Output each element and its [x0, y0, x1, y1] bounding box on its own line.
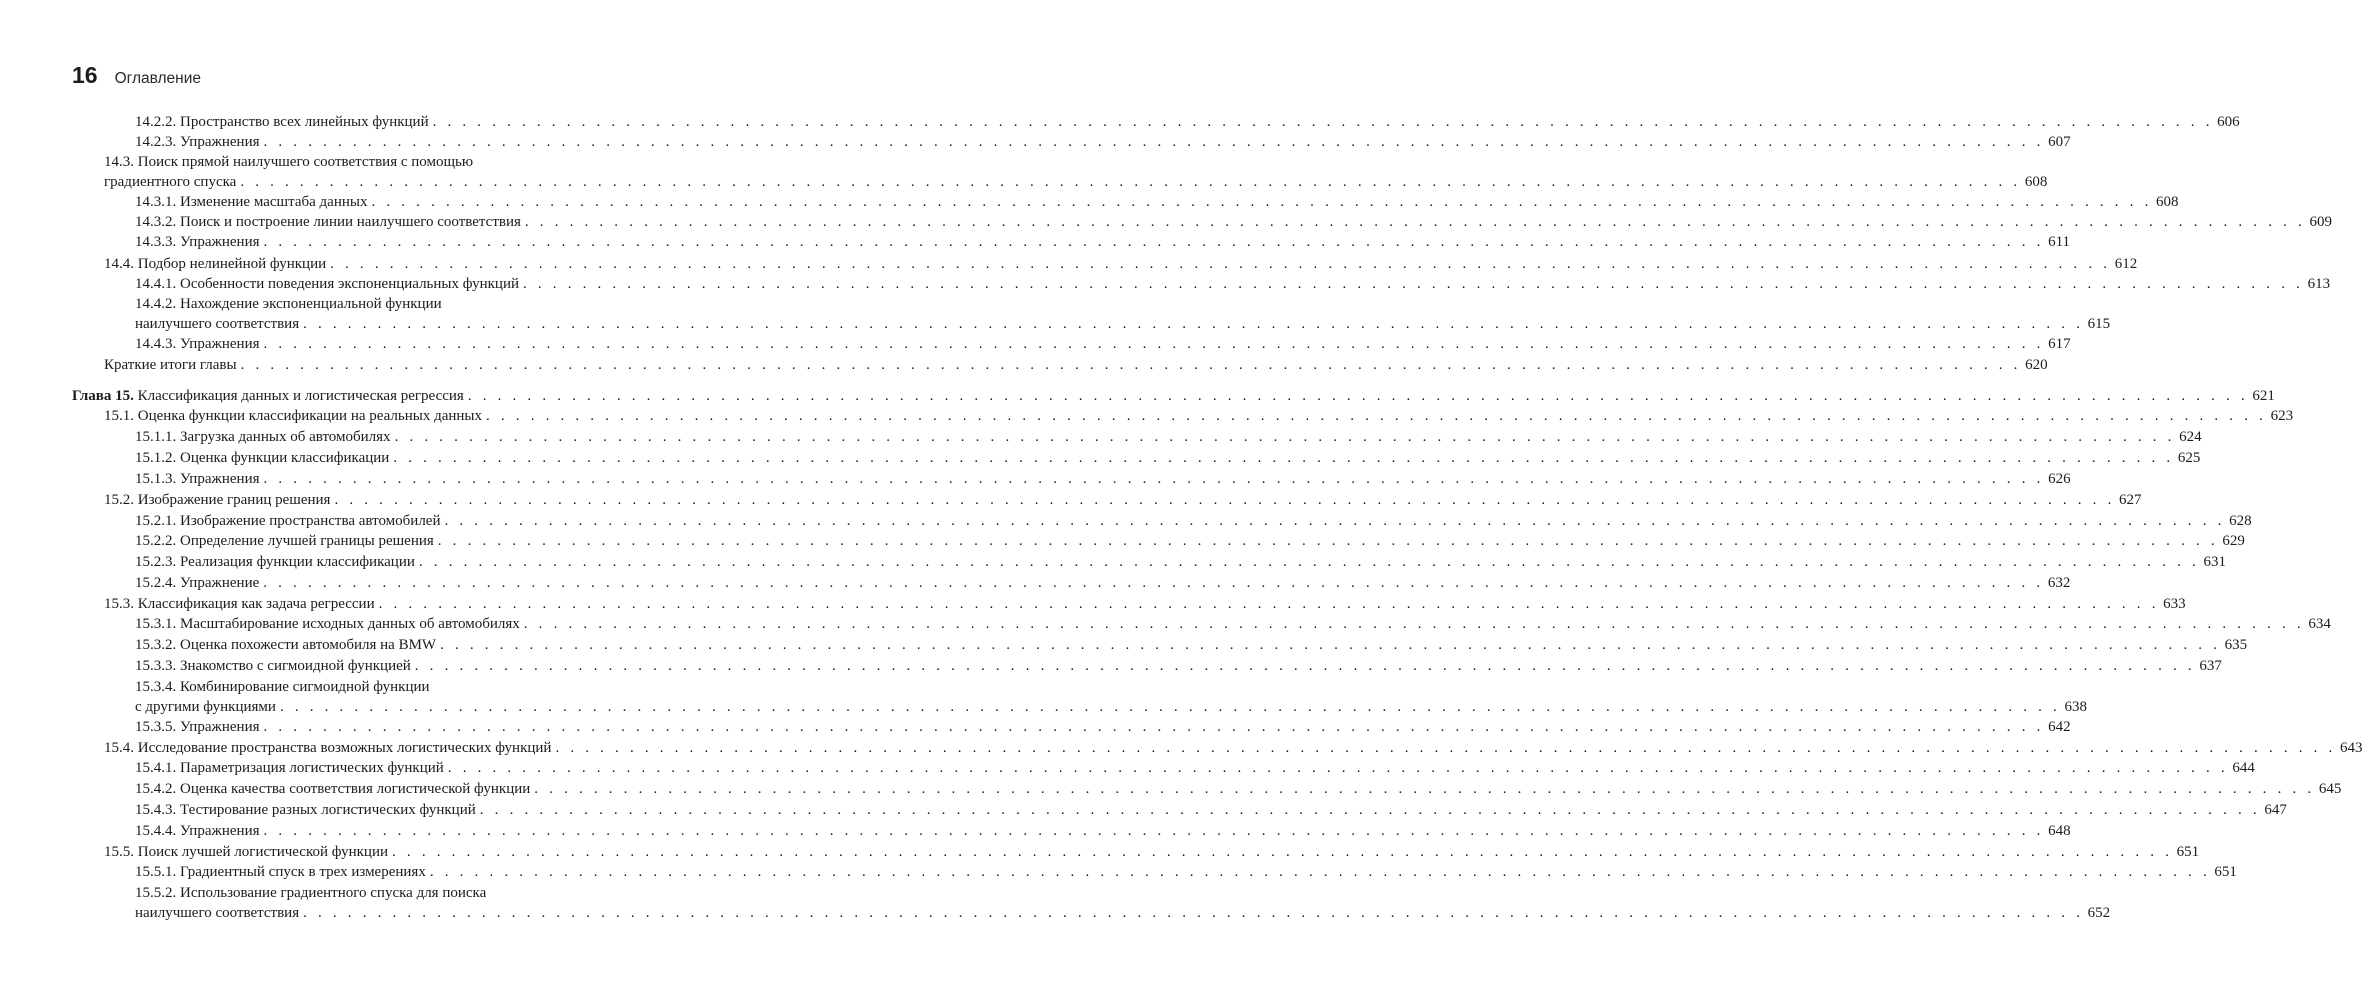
- toc-entry[interactable]: [135, 656, 2222, 676]
- toc-entry-title: Загрузка данных об автомобилях: [180, 429, 391, 445]
- dot-leader: . . . . . . . . . . . . . . . . . . . . . . . . . . . . . . . . . . . . . . . . . . . . . . . . . . . . . . . . . . . . . . . . . . . . . . . . . . . . . . . . . . . . . . . . . . . . . . . . . . . . . . . . . . . . . . . . . . . . . . . .: [486, 408, 2267, 424]
- dot-leader: . . . . . . . . . . . . . . . . . . . . . . . . . . . . . . . . . . . . . . . . . . . . . . . . . . . . . . . . . . . . . . . . . . . . . . . . . . . . . . . . . . . . . . . . . . . . . . . . . . . . . . . . . . . . . . . . . . . . . . . .: [263, 575, 2044, 591]
- toc-entry-title-first: Поиск прямой наилучшего соответствия с помощью: [134, 154, 474, 170]
- toc-entry-number: 14.3.2.: [135, 214, 177, 230]
- dot-leader: . . . . . . . . . . . . . . . . . . . . . . . . . . . . . . . . . . . . . . . . . . . . . . . . . . . . . . . . . . . . . . . . . . . . . . . . . . . . . . . . . . . . . . . . . . . . . . . . . . . . . . . . . . . . . . . . . . . . . . . .: [523, 616, 2305, 632]
- toc-entry-number: 15.3.: [104, 596, 134, 612]
- toc-page-number: 611: [2048, 234, 2071, 250]
- toc-entry-number: 15.3.3.: [135, 658, 177, 674]
- toc-entry[interactable]: [135, 112, 2240, 132]
- toc-page-number: 620: [2025, 357, 2048, 373]
- dot-leader: . . . . . . . . . . . . . . . . . . . . . . . . . . . . . . . . . . . . . . . . . . . . . . . . . . . . . . . . . . . . . . . . . . . . . . . . . . . . . . . . . . . . . . . . . . . . . . . . . . . . . . . . . . . . . . . . . . . . . . . .: [303, 316, 2084, 332]
- toc-entry-title: Параметризация логистических функций: [180, 760, 444, 776]
- toc-entry-number: 15.2.2.: [135, 533, 177, 549]
- dot-leader: . . . . . . . . . . . . . . . . . . . . . . . . . . . . . . . . . . . . . . . . . . . . . . . . . . . . . . . . . . . . . . . . . . . . . . . . . . . . . . . . . . . . . . . . . . . . . . . . . . . . . . . . . . . . . . . . . . . . . . . .: [523, 276, 2304, 292]
- dot-leader: . . . . . . . . . . . . . . . . . . . . . . . . . . . . . . . . . . . . . . . . . . . . . . . . . . . . . . . . . . . . . . . . . . . . . . . . . . . . . . . . . . . . . . . . . . . . . . . . . . . . . . . . . . . . . . . . . . . . . . . .: [429, 864, 2211, 880]
- toc-entry-number: 14.4.2.: [135, 296, 177, 312]
- toc-entry-title: Упражнения: [180, 719, 260, 735]
- toc-entry-title: Тестирование разных логистических функций: [180, 802, 476, 818]
- toc-entry[interactable]: [135, 448, 2201, 468]
- toc-page-number: 643: [2340, 740, 2363, 756]
- toc-entry-number: 15.3.2.: [135, 637, 177, 653]
- toc-entry-title: Краткие итоги главы: [104, 357, 237, 373]
- toc-entry-title: Оценка функции классификации: [180, 450, 390, 466]
- toc-entry-number: 15.4.3.: [135, 802, 177, 818]
- toc-entry[interactable]: [135, 573, 2071, 593]
- toc-entry-title: Изображение границ решения: [137, 492, 331, 508]
- toc-entry-title: Классификация как задача регрессии: [137, 596, 375, 612]
- dot-leader: . . . . . . . . . . . . . . . . . . . . . . . . . . . . . . . . . . . . . . . . . . . . . . . . . . . . . . . . . . . . . . . . . . . . . . . . . . . . . . . . . . . . . . . . . . . . . . . . . . . . . . . . . . . . . . . . . . . . . . . .: [418, 554, 2200, 570]
- toc-entry-number: 15.4.2.: [135, 781, 177, 797]
- toc-entry[interactable]: [104, 406, 2294, 426]
- toc-page-number: 617: [2048, 336, 2071, 352]
- toc-entry[interactable]: [135, 469, 2071, 489]
- toc-entry-number: 14.3.3.: [135, 234, 177, 250]
- toc-entry-title: Изменение масштаба данных: [180, 194, 368, 210]
- toc-entry[interactable]: [104, 594, 2186, 614]
- toc-entry-title: Пространство всех линейных функций: [180, 114, 429, 130]
- toc-entry[interactable]: [104, 490, 2142, 510]
- toc-entry-title: Упражнения: [180, 823, 260, 839]
- toc-entry-title: градиентного спуска: [104, 174, 237, 190]
- toc-entry-number: 15.5.: [104, 844, 134, 860]
- toc-page-number: 644: [2232, 760, 2255, 776]
- toc-entry-number: 15.2.3.: [135, 554, 177, 570]
- toc-entry-number: 15.1.3.: [135, 471, 177, 487]
- dot-leader: . . . . . . . . . . . . . . . . . . . . . . . . . . . . . . . . . . . . . . . . . . . . . . . . . . . . . . . . . . . . . . . . . . . . . . . . . . . . . . . . . . . . . . . . . . . . . . . . . . . . . . . . . . . . . . . . . . . . . . . .: [414, 658, 2196, 674]
- toc-entry[interactable]: [135, 800, 2287, 820]
- toc-entry-number: 14.2.3.: [135, 134, 177, 150]
- toc-page-number: 608: [2156, 194, 2179, 210]
- toc-entry-title: Оценка похожести автомобиля на BMW: [180, 637, 437, 653]
- toc-entry-number: 15.2.: [104, 492, 134, 508]
- toc-page-number: 612: [2114, 256, 2138, 272]
- toc-page-number: 634: [2308, 616, 2331, 632]
- toc-page-number: 651: [2176, 844, 2200, 860]
- toc-entry-number: 15.5.1.: [135, 864, 177, 880]
- toc-entry[interactable]: [135, 511, 2252, 531]
- dot-leader: . . . . . . . . . . . . . . . . . . . . . . . . . . . . . . . . . . . . . . . . . . . . . . . . . . . . . . . . . . . . . . . . . . . . . . . . . . . . . . . . . . . . . . . . . . . . . . . . . . . . . . . . . . . . . . . . . . . . . . . .: [334, 492, 2116, 508]
- toc-entry-number: 14.4.1.: [135, 276, 177, 292]
- toc-page-number: 633: [2163, 596, 2186, 612]
- toc-page-number: 608: [2024, 174, 2048, 190]
- toc-page-number: 623: [2270, 408, 2294, 424]
- toc-entry-title: Упражнение: [180, 575, 260, 591]
- toc-entry[interactable]: [135, 427, 2202, 447]
- toc-entry[interactable]: [135, 531, 2245, 551]
- toc-entry-title: наилучшего соответствия: [135, 905, 300, 921]
- toc-entry-number: 15.3.1.: [135, 616, 177, 632]
- toc-entry[interactable]: [135, 903, 2111, 923]
- toc-page-number: 651: [2214, 864, 2237, 880]
- dot-leader: . . . . . . . . . . . . . . . . . . . . . . . . . . . . . . . . . . . . . . . . . . . . . . . . . . . . . . . . . . . . . . . . . . . . . . . . . . . . . . . . . . . . . . . . . . . . . . . . . . . . . . . . . . . . . . . . . . . . . . . .: [432, 114, 2214, 130]
- dot-leader: . . . . . . . . . . . . . . . . . . . . . . . . . . . . . . . . . . . . . . . . . . . . . . . . . . . . . . . . . . . . . . . . . . . . . . . . . . . . . . . . . . . . . . . . . . . . . . . . . . . . . . . . . . . . . . . . . . . . . . . .: [263, 471, 2045, 487]
- toc-entry[interactable]: [104, 172, 2048, 192]
- chapter-title: Классификация данных и логистическая регрессия: [137, 388, 464, 404]
- toc-entry[interactable]: [135, 212, 2332, 232]
- dot-leader: . . . . . . . . . . . . . . . . . . . . . . . . . . . . . . . . . . . . . . . . . . . . . . . . . . . . . . . . . . . . . . . . . . . . . . . . . . . . . . . . . . . . . . . . . . . . . . . . . . . . . . . . . . . . . . . . . . . . . . . .: [447, 760, 2229, 776]
- toc-entry[interactable]: [135, 232, 2071, 252]
- toc-entry-number: 15.1.: [104, 408, 134, 424]
- toc-entry-title: наилучшего соответствия: [135, 316, 300, 332]
- dot-leader: . . . . . . . . . . . . . . . . . . . . . . . . . . . . . . . . . . . . . . . . . . . . . . . . . . . . . . . . . . . . . . . . . . . . . . . . . . . . . . . . . . . . . . . . . . . . . . . . . . . . . . . . . . . . . . . . . . . . . . . .: [392, 844, 2173, 860]
- chapter-number: Глава 15.: [72, 388, 134, 404]
- toc-entry-title: Знакомство с сигмоидной функцией: [180, 658, 411, 674]
- toc-entry-title: Упражнения: [180, 471, 260, 487]
- dot-leader: . . . . . . . . . . . . . . . . . . . . . . . . . . . . . . . . . . . . . . . . . . . . . . . . . . . . . . . . . . . . . . . . . . . . . . . . . . . . . . . . . . . . . . . . . . . . . . . . . . . . . . . . . . . . . . . . . . . . . . . .: [263, 234, 2045, 250]
- dot-leader: . . . . . . . . . . . . . . . . . . . . . . . . . . . . . . . . . . . . . . . . . . . . . . . . . . . . . . . . . . . . . . . . . . . . . . . . . . . . . . . . . . . . . . . . . . . . . . . . . . . . . . . . . . . . . . . . . . . . . . . .: [240, 357, 2022, 373]
- toc-entry[interactable]: [135, 862, 2237, 882]
- toc-entry-first-line: [104, 152, 622, 172]
- toc-page-number: 606: [2217, 114, 2240, 130]
- toc-entry-title-first: Нахождение экспоненциальной функции: [176, 296, 442, 312]
- dot-leader: . . . . . . . . . . . . . . . . . . . . . . . . . . . . . . . . . . . . . . . . . . . . . . . . . . . . . . . . . . . . . . . . . . . . . . . . . . . . . . . . . . . . . . . . . . . . . . . . . . . . . . . . . . . . . . . . . . . . . . . .: [467, 388, 2249, 404]
- toc-entry[interactable]: [135, 821, 2071, 841]
- toc-entry[interactable]: [135, 192, 2179, 212]
- toc-entry-number: 15.4.1.: [135, 760, 177, 776]
- toc-entry-first-line: [135, 677, 622, 697]
- toc-entry-title: Особенности поведения экспоненциальных функций: [180, 276, 519, 292]
- toc-entry-title: Исследование пространства возможных логистических функций: [137, 740, 552, 756]
- toc-page-number: 635: [2224, 637, 2248, 653]
- toc-page-number: 609: [2309, 214, 2332, 230]
- toc-entry[interactable]: [104, 355, 2048, 375]
- dot-leader: . . . . . . . . . . . . . . . . . . . . . . . . . . . . . . . . . . . . . . . . . . . . . . . . . . . . . . . . . . . . . . . . . . . . . . . . . . . . . . . . . . . . . . . . . . . . . . . . . . . . . . . . . . . . . . . . . . . . . . . .: [524, 214, 2306, 230]
- toc-entry-title: Упражнения: [180, 336, 260, 352]
- toc-entry[interactable]: [135, 779, 2342, 799]
- dot-leader: . . . . . . . . . . . . . . . . . . . . . . . . . . . . . . . . . . . . . . . . . . . . . . . . . . . . . . . . . . . . . . . . . . . . . . . . . . . . . . . . . . . . . . . . . . . . . . . . . . . . . . . . . . . . . . . . . . . . . . . .: [394, 429, 2176, 445]
- toc-page-number: 621: [2252, 388, 2275, 404]
- dot-leader: . . . . . . . . . . . . . . . . . . . . . . . . . . . . . . . . . . . . . . . . . . . . . . . . . . . . . . . . . . . . . . . . . . . . . . . . . . . . . . . . . . . . . . . . . . . . . . . . . . . . . . . . . . . . . . . . . . . . . . . .: [555, 740, 2337, 756]
- toc-page-number: 624: [2179, 429, 2202, 445]
- toc-entry-number: 15.2.1.: [135, 513, 177, 529]
- dot-leader: . . . . . . . . . . . . . . . . . . . . . . . . . . . . . . . . . . . . . . . . . . . . . . . . . . . . . . . . . . . . . . . . . . . . . . . . . . . . . . . . . . . . . . . . . . . . . . . . . . . . . . . . . . . . . . . . . . . . . . . .: [279, 699, 2061, 715]
- toc-entry[interactable]: [135, 758, 2255, 778]
- toc-entry-title: Оценка функции классификации на реальных данных: [137, 408, 482, 424]
- toc-entry[interactable]: [135, 274, 2331, 294]
- dot-leader: . . . . . . . . . . . . . . . . . . . . . . . . . . . . . . . . . . . . . . . . . . . . . . . . . . . . . . . . . . . . . . . . . . . . . . . . . . . . . . . . . . . . . . . . . . . . . . . . . . . . . . . . . . . . . . . . . . . . . . . .: [437, 533, 2219, 549]
- toc-entry[interactable]: [104, 738, 2363, 758]
- page-number: 16: [72, 62, 98, 88]
- toc-entry-title: Градиентный спуск в трех измерениях: [180, 864, 426, 880]
- toc-page-number: 638: [2064, 699, 2087, 715]
- toc-page-number: 629: [2222, 533, 2245, 549]
- toc-entry-number: 15.4.4.: [135, 823, 177, 839]
- toc-entry[interactable]: [72, 386, 2275, 406]
- toc-page-number: 607: [2048, 134, 2071, 150]
- toc-entry[interactable]: [135, 132, 2071, 152]
- toc-entry-number: 14.4.: [104, 256, 134, 272]
- page-header: [72, 62, 201, 92]
- dot-leader: . . . . . . . . . . . . . . . . . . . . . . . . . . . . . . . . . . . . . . . . . . . . . . . . . . . . . . . . . . . . . . . . . . . . . . . . . . . . . . . . . . . . . . . . . . . . . . . . . . . . . . . . . . . . . . . . . . . . . . . .: [534, 781, 2315, 797]
- toc-entry-number: 15.2.4.: [135, 575, 177, 591]
- toc-entry[interactable]: [135, 635, 2248, 655]
- toc-entry-title: Изображение пространства автомобилей: [180, 513, 441, 529]
- toc-entry-number: 14.3.: [104, 154, 134, 170]
- toc-entry-number: 15.1.1.: [135, 429, 177, 445]
- dot-leader: . . . . . . . . . . . . . . . . . . . . . . . . . . . . . . . . . . . . . . . . . . . . . . . . . . . . . . . . . . . . . . . . . . . . . . . . . . . . . . . . . . . . . . . . . . . . . . . . . . . . . . . . . . . . . . . . . . . . . . . .: [393, 450, 2174, 466]
- toc-entry-title: Поиск и построение линии наилучшего соответствия: [180, 214, 521, 230]
- dot-leader: . . . . . . . . . . . . . . . . . . . . . . . . . . . . . . . . . . . . . . . . . . . . . . . . . . . . . . . . . . . . . . . . . . . . . . . . . . . . . . . . . . . . . . . . . . . . . . . . . . . . . . . . . . . . . . . . . . . . . . . .: [263, 719, 2045, 735]
- toc-entry-title-first: Комбинирование сигмоидной функции: [176, 679, 430, 695]
- toc-entry[interactable]: [135, 697, 2087, 717]
- toc-page-number: 628: [2229, 513, 2252, 529]
- toc-page-number: 647: [2264, 802, 2287, 818]
- toc-entry-number: 15.4.: [104, 740, 134, 756]
- toc-page-number: 648: [2048, 823, 2071, 839]
- toc-entry-number: 14.3.1.: [135, 194, 177, 210]
- running-title: Оглавление: [114, 70, 202, 87]
- toc-entry-title: с другими функциями: [135, 699, 276, 715]
- toc-page-number: 632: [2047, 575, 2071, 591]
- toc-page-number: 627: [2119, 492, 2142, 508]
- toc-entry[interactable]: [135, 314, 2111, 334]
- toc-entry-number: 15.3.5.: [135, 719, 177, 735]
- dot-leader: . . . . . . . . . . . . . . . . . . . . . . . . . . . . . . . . . . . . . . . . . . . . . . . . . . . . . . . . . . . . . . . . . . . . . . . . . . . . . . . . . . . . . . . . . . . . . . . . . . . . . . . . . . . . . . . . . . . . . . . .: [479, 802, 2261, 818]
- dot-leader: . . . . . . . . . . . . . . . . . . . . . . . . . . . . . . . . . . . . . . . . . . . . . . . . . . . . . . . . . . . . . . . . . . . . . . . . . . . . . . . . . . . . . . . . . . . . . . . . . . . . . . . . . . . . . . . . . . . . . . . .: [378, 596, 2160, 612]
- toc-page-number: 615: [2087, 316, 2111, 332]
- toc-entry-title: Реализация функции классификации: [180, 554, 415, 570]
- toc-entry-title: Оценка качества соответствия логистической функции: [180, 781, 531, 797]
- toc-entry[interactable]: [135, 334, 2071, 354]
- toc-entry-number: 15.3.4.: [135, 679, 177, 695]
- toc-entry-title: Упражнения: [180, 234, 260, 250]
- dot-leader: . . . . . . . . . . . . . . . . . . . . . . . . . . . . . . . . . . . . . . . . . . . . . . . . . . . . . . . . . . . . . . . . . . . . . . . . . . . . . . . . . . . . . . . . . . . . . . . . . . . . . . . . . . . . . . . . . . . . . . . .: [330, 256, 2111, 272]
- toc-entry[interactable]: [135, 552, 2226, 572]
- toc-entry-first-line: [135, 883, 622, 903]
- toc-entry-title-first: Использование градиентного спуска для поиска: [176, 885, 487, 901]
- dot-leader: . . . . . . . . . . . . . . . . . . . . . . . . . . . . . . . . . . . . . . . . . . . . . . . . . . . . . . . . . . . . . . . . . . . . . . . . . . . . . . . . . . . . . . . . . . . . . . . . . . . . . . . . . . . . . . . . . . . . . . . .: [440, 637, 2221, 653]
- toc-entry-number: 14.4.3.: [135, 336, 177, 352]
- toc-entry[interactable]: [104, 254, 2138, 274]
- toc-entry-title: Поиск лучшей логистической функции: [137, 844, 389, 860]
- toc-entry[interactable]: [135, 614, 2331, 634]
- toc-page-number: 625: [2177, 450, 2201, 466]
- toc-page-number: 631: [2203, 554, 2226, 570]
- dot-leader: . . . . . . . . . . . . . . . . . . . . . . . . . . . . . . . . . . . . . . . . . . . . . . . . . . . . . . . . . . . . . . . . . . . . . . . . . . . . . . . . . . . . . . . . . . . . . . . . . . . . . . . . . . . . . . . . . . . . . . . .: [263, 336, 2045, 352]
- toc-entry-title: Упражнения: [180, 134, 260, 150]
- dot-leader: . . . . . . . . . . . . . . . . . . . . . . . . . . . . . . . . . . . . . . . . . . . . . . . . . . . . . . . . . . . . . . . . . . . . . . . . . . . . . . . . . . . . . . . . . . . . . . . . . . . . . . . . . . . . . . . . . . . . . . . .: [263, 823, 2045, 839]
- toc-entry-title: Подбор нелинейной функции: [137, 256, 327, 272]
- toc-page-number: 642: [2048, 719, 2071, 735]
- toc-entry[interactable]: [135, 717, 2071, 737]
- toc-entry-title: Определение лучшей границы решения: [180, 533, 434, 549]
- dot-leader: . . . . . . . . . . . . . . . . . . . . . . . . . . . . . . . . . . . . . . . . . . . . . . . . . . . . . . . . . . . . . . . . . . . . . . . . . . . . . . . . . . . . . . . . . . . . . . . . . . . . . . . . . . . . . . . . . . . . . . . .: [444, 513, 2226, 529]
- dot-leader: . . . . . . . . . . . . . . . . . . . . . . . . . . . . . . . . . . . . . . . . . . . . . . . . . . . . . . . . . . . . . . . . . . . . . . . . . . . . . . . . . . . . . . . . . . . . . . . . . . . . . . . . . . . . . . . . . . . . . . . .: [240, 174, 2021, 190]
- toc-entry-title: Масштабирование исходных данных об автомобилях: [180, 616, 520, 632]
- toc-entry-number: 14.2.2.: [135, 114, 177, 130]
- toc-page-number: 645: [2318, 781, 2342, 797]
- toc-page-number: 637: [2199, 658, 2222, 674]
- toc-page-number: 652: [2087, 905, 2111, 921]
- toc-page-number: 626: [2048, 471, 2071, 487]
- toc-entry-number: 15.1.2.: [135, 450, 177, 466]
- toc-entry-number: 15.5.2.: [135, 885, 177, 901]
- toc-page-number: 613: [2307, 276, 2331, 292]
- dot-leader: . . . . . . . . . . . . . . . . . . . . . . . . . . . . . . . . . . . . . . . . . . . . . . . . . . . . . . . . . . . . . . . . . . . . . . . . . . . . . . . . . . . . . . . . . . . . . . . . . . . . . . . . . . . . . . . . . . . . . . . .: [371, 194, 2153, 210]
- toc-entry[interactable]: [104, 842, 2200, 862]
- toc-entry-first-line: [135, 294, 622, 314]
- dot-leader: . . . . . . . . . . . . . . . . . . . . . . . . . . . . . . . . . . . . . . . . . . . . . . . . . . . . . . . . . . . . . . . . . . . . . . . . . . . . . . . . . . . . . . . . . . . . . . . . . . . . . . . . . . . . . . . . . . . . . . . .: [303, 905, 2084, 921]
- dot-leader: . . . . . . . . . . . . . . . . . . . . . . . . . . . . . . . . . . . . . . . . . . . . . . . . . . . . . . . . . . . . . . . . . . . . . . . . . . . . . . . . . . . . . . . . . . . . . . . . . . . . . . . . . . . . . . . . . . . . . . . .: [263, 134, 2045, 150]
